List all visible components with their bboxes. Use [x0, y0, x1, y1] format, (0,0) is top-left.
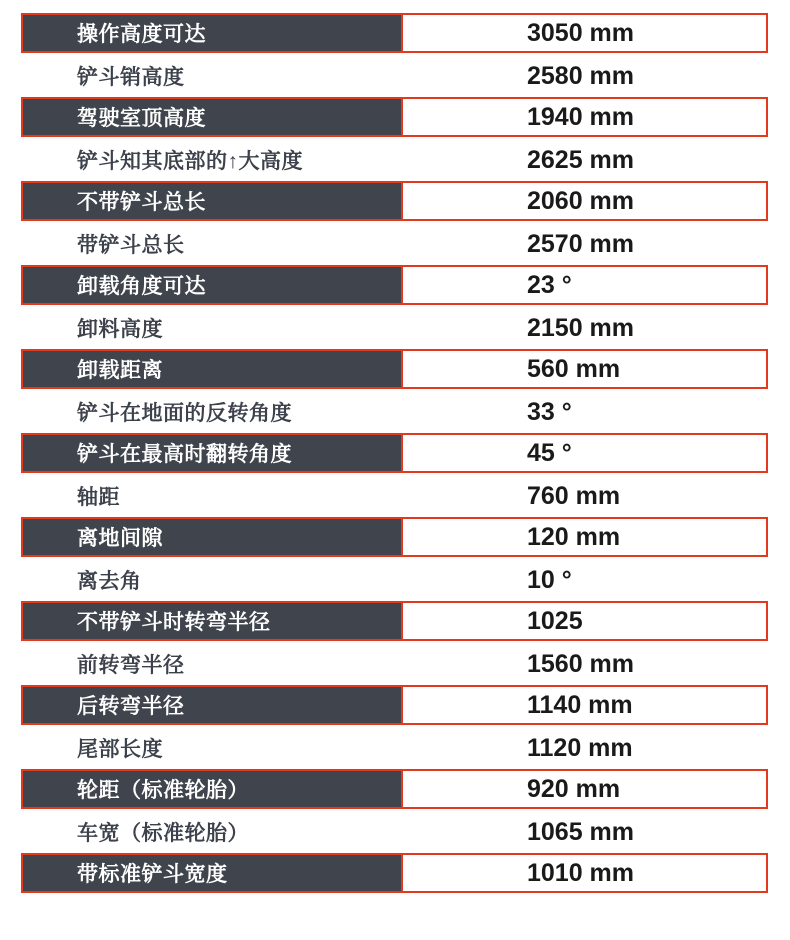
- spec-row: [21, 517, 768, 557]
- spec-row: [21, 811, 768, 853]
- spec-value: 920 mm: [401, 771, 766, 807]
- spec-label: 卸料高度: [77, 318, 163, 341]
- spec-label: 后转弯半径: [23, 687, 401, 723]
- spec-label: 前转弯半径: [77, 654, 185, 677]
- spec-value: 120 mm: [401, 519, 766, 555]
- spec-label: 离去角: [77, 570, 142, 593]
- spec-row: [21, 223, 768, 265]
- spec-value: 1940 mm: [401, 99, 766, 135]
- spec-label: 铲斗知其底部的↑大高度: [77, 150, 303, 173]
- spec-row: [21, 55, 768, 97]
- spec-label: 不带铲斗总长: [23, 183, 401, 219]
- spec-value: 2625 mm: [401, 141, 766, 179]
- spec-value: 23 °: [401, 267, 766, 303]
- spec-value: 2060 mm: [401, 183, 766, 219]
- spec-value: 3050 mm: [401, 15, 766, 51]
- spec-label: 操作高度可达: [23, 15, 401, 51]
- spec-table: [21, 13, 768, 895]
- spec-value: 760 mm: [401, 477, 766, 515]
- spec-row: [21, 559, 768, 601]
- spec-label: 铲斗在地面的反转角度: [77, 402, 292, 425]
- spec-value: 2570 mm: [401, 225, 766, 263]
- spec-label: 尾部长度: [77, 738, 163, 761]
- spec-value: 1010 mm: [401, 855, 766, 891]
- spec-row: [21, 685, 768, 725]
- spec-label: 卸载距离: [23, 351, 401, 387]
- spec-label: 轴距: [77, 486, 120, 509]
- spec-value: 2580 mm: [401, 57, 766, 95]
- spec-label: 带铲斗总长: [77, 234, 185, 257]
- spec-label: 带标准铲斗宽度: [23, 855, 401, 891]
- spec-label: 卸载角度可达: [23, 267, 401, 303]
- spec-value: 2150 mm: [401, 309, 766, 347]
- spec-value: 1120 mm: [401, 729, 766, 767]
- spec-row: [21, 643, 768, 685]
- spec-row: [21, 727, 768, 769]
- spec-row: [21, 265, 768, 305]
- spec-row: [21, 475, 768, 517]
- spec-value: 1025: [401, 603, 766, 639]
- spec-value: 1065 mm: [401, 813, 766, 851]
- spec-row: [21, 139, 768, 181]
- spec-row: [21, 769, 768, 809]
- spec-label: 驾驶室顶高度: [23, 99, 401, 135]
- spec-value: 33 °: [401, 393, 766, 431]
- spec-row: [21, 601, 768, 641]
- spec-row: [21, 853, 768, 893]
- spec-value: 1140 mm: [401, 687, 766, 723]
- spec-label: 不带铲斗时转弯半径: [23, 603, 401, 639]
- spec-row: [21, 349, 768, 389]
- spec-row: [21, 97, 768, 137]
- spec-row: [21, 181, 768, 221]
- spec-row: [21, 13, 768, 53]
- spec-label: 铲斗销高度: [77, 66, 185, 89]
- spec-row: [21, 433, 768, 473]
- spec-row: [21, 307, 768, 349]
- spec-label: 车宽（标准轮胎）: [77, 822, 249, 845]
- spec-label: 离地间隙: [23, 519, 401, 555]
- spec-label: 铲斗在最高时翻转角度: [23, 435, 401, 471]
- spec-row: [21, 391, 768, 433]
- spec-value: 45 °: [401, 435, 766, 471]
- spec-value: 10 °: [401, 561, 766, 599]
- spec-label: 轮距（标准轮胎）: [23, 771, 401, 807]
- spec-value: 560 mm: [401, 351, 766, 387]
- spec-value: 1560 mm: [401, 645, 766, 683]
